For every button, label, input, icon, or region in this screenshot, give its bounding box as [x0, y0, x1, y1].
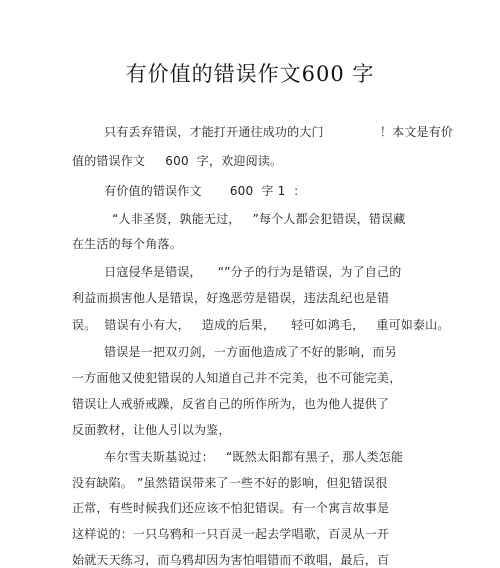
paragraph-line: 只有丢弃错误，才能打开通往成功的大门 ！本文是有价 [72, 125, 454, 139]
paragraph-line: 在生活的每个角落。 [72, 237, 182, 251]
paragraph-line: 值的错误作文 600 字，欢迎阅读。 [72, 154, 283, 168]
paragraph-line: 始就天天练习，而乌鸦却因为害怕唱错而不敢唱，最后，百 [72, 553, 390, 567]
paragraph-line: 反面教材，让他人引以为鉴， [72, 423, 231, 437]
paragraph-line: 有价值的错误作文 600 字 1 ： [72, 184, 306, 198]
document-title: 有价值的错误作文600 字 [125, 62, 375, 86]
paragraph-line: 日寇侵华是错误， “”分子的行为是错误，为了自己的 [72, 265, 402, 279]
paragraph-line: 错误是一把双刃剑，一方面他造成了不好的影响，而另 [72, 345, 397, 359]
paragraph-line: 一方面他又使犯错误的人知道自己并不完美，也不可能完美， [72, 371, 402, 385]
paragraph-line: 这样说的：一只乌鸦和一只百灵一起去学唱歌，百灵从一开 [72, 527, 390, 541]
paragraph-line: 错误让人戒骄戒躁，反省自己的所作所为，也为他人提供了 [72, 397, 390, 411]
paragraph-line: “人非圣贤，孰能无过， ”每个人都会犯错误，错误藏 [72, 212, 406, 226]
paragraph-line: 车尔雪夫斯基说过： “既然太阳都有黑子，那人类怎能 [72, 450, 404, 464]
paragraph-line: 误。 错误有小有大， 造成的后果， 轻可如鸿毛， 重可如泰山。 [72, 318, 450, 332]
paragraph-line: 没有缺陷。 ”虽然错误带来了一些不好的影响，但犯错误很 [72, 476, 388, 490]
paragraph-line: 利益而损害他人是错误，好逸恶劳是错误，违法乱纪也是错 [72, 291, 390, 305]
paragraph-line: 正常，有些时候我们还应该不怕犯错误。有一个寓言故事是 [72, 501, 390, 515]
